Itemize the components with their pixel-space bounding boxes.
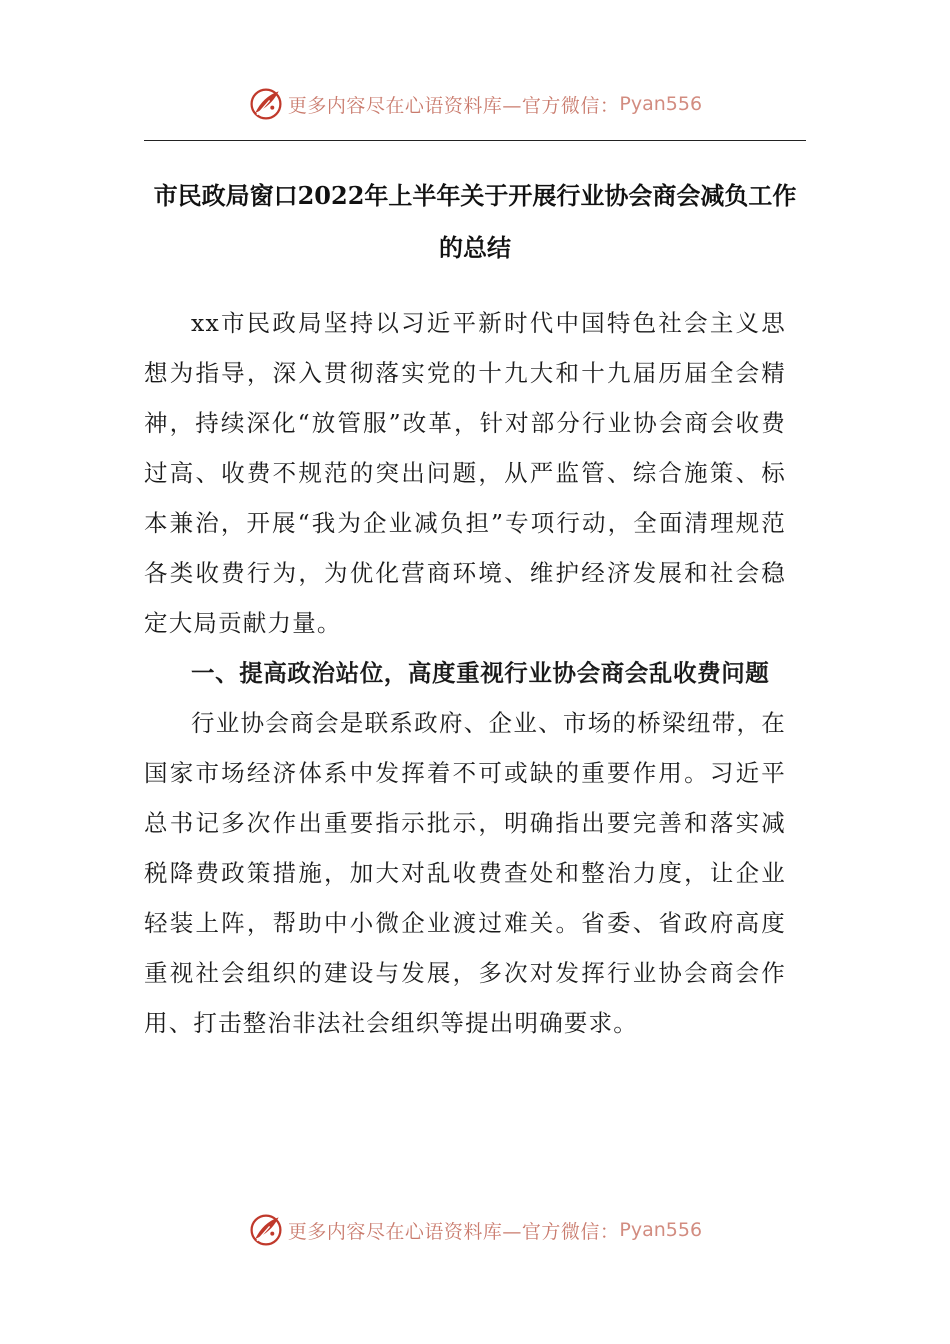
- paragraph-intro: xx市民政局坚持以习近平新时代中国特色社会主义思想为指导，深入贯彻落实党的十九大和十九届历届全会精神，持续深化“放管服”改革，针对部分行业协会商会收费过高、收费不规范的突出问题，从严监管、综合施策、标本兼治，开展“我为企业减负担”专项行动，全面清理规范各类收费行为，为优化营商环境、维护经济发展和社会稳定大局贡献力量。: [144, 309, 786, 637]
- document-title: 市民政局窗口2022年上半年关于开展行业协会商会减负工作的总结: [153, 181, 797, 262]
- watermark-text: 更多内容尽在心语资料库—官方微信：: [287, 94, 620, 117]
- quill-logo-icon: [248, 1212, 284, 1248]
- watermark-wechat-id: Pyan556: [619, 93, 703, 115]
- watermark-text: 更多内容尽在心语资料库—官方微信：: [287, 1220, 620, 1243]
- paragraph-section-1: 行业协会商会是联系政府、企业、市场的桥梁纽带，在国家市场经济体系中发挥着不可或缺的重要作用。习近平总书记多次作出重要指示批示，明确指出要完善和落实减税降费政策措施，加大对乱收费查处和整治力度，让企业轻装上阵，帮助中小微企业渡过难关。省委、省政府高度重视社会组织的建设与发展，多次对发挥行业协会商会作用、打击整治非法社会组织等提出明确要求。: [144, 709, 786, 1037]
- watermark-wechat-id: Pyan556: [619, 1219, 703, 1241]
- section-heading-1: 一、提高政治站位，高度重视行业协会商会乱收费问题: [191, 659, 770, 687]
- header-divider: [144, 140, 806, 141]
- header-watermark: [0, 82, 950, 126]
- document-body: [144, 298, 786, 1048]
- quill-logo-icon: [248, 86, 284, 122]
- footer-watermark: [0, 1208, 950, 1252]
